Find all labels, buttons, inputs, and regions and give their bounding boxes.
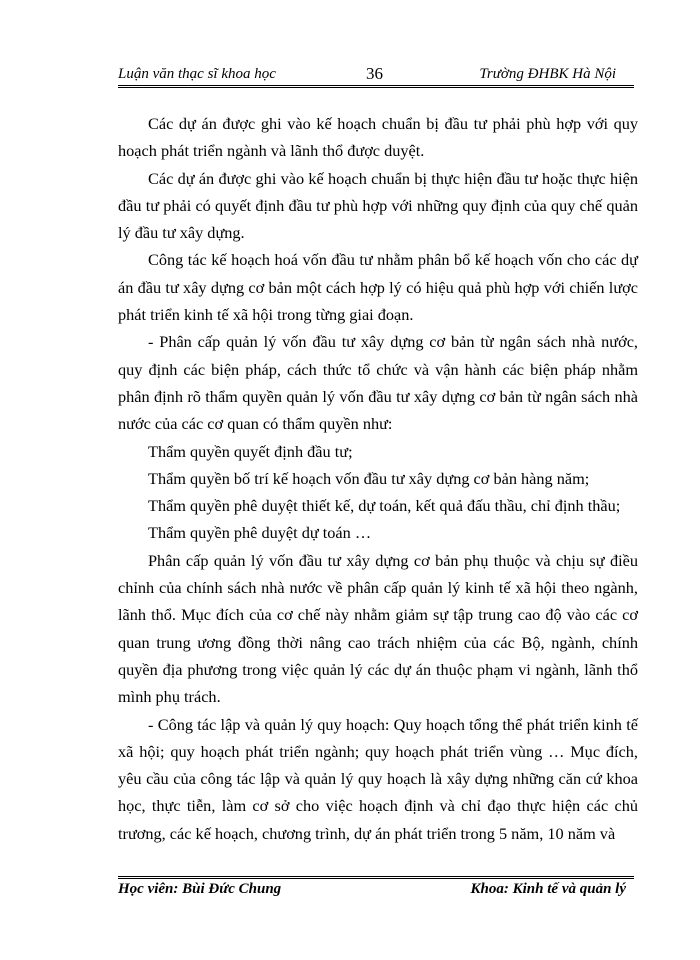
student-label: Học viên: Bùi Đức Chung [118, 881, 282, 897]
paragraph: Phân cấp quản lý vốn đầu tư xây dựng cơ bản phụ thuộc và chịu sự điều chỉnh của chính sách nhà nước về phân cấp quản lý kinh tế xã hội theo ngành, lãnh thổ. Mục đích của cơ chế này nhằm giảm sự tập trung cao độ vào các cơ quan trung ương đồng thời nâng cao trách nhiệm của các Bộ, ngành, chính quyền địa phương trong việc quản lý các dự án thuộc phạm vi ngành, lãnh thổ mình phụ trách. [118, 550, 638, 707]
faculty-label: Khoa: Kinh tế và quản lý [470, 881, 626, 897]
footer-divider [118, 876, 634, 879]
page-number: 36 [366, 64, 383, 83]
header-divider [118, 85, 634, 88]
paragraph: - Công tác lập và quản lý quy hoạch: Quy hoạch tổng thể phát triển kinh tế xã hội; quy hoạch phát triển ngành; quy hoạch phát triển vùng … Mục đích, yêu cầu của công tác lập và quản lý quy hoạch là xây dựng những căn cứ khoa học, thực tiễn, làm cơ sở cho việc hoạch định và chỉ đạo thực hiện các chủ trương, các kế hoạch, chương trình, dự án phát triển trong 5 năm, 10 năm và [118, 714, 638, 843]
paragraph: Các dự án được ghi vào kế hoạch chuẩn bị đầu tư phải phù hợp với quy hoạch phát triển ngành và lãnh thổ được duyệt. [118, 114, 638, 161]
university-label: Trường ĐHBK Hà Nội [479, 66, 616, 82]
page-footer [118, 881, 634, 903]
paragraph: Công tác kế hoạch hoá vốn đầu tư nhằm phân bổ kế hoạch vốn cho các dự án đầu tư xây dựng cơ bản một cách hợp lý có hiệu quả phù hợp với chiến lược phát triển kinh tế xã hội trong từng giai đoạn. [118, 250, 638, 325]
document-body [118, 110, 638, 847]
list-item: Thẩm quyền quyết định đầu tư; [148, 441, 353, 461]
thesis-type-label: Luận văn thạc sĩ khoa học [118, 66, 276, 82]
list-item: Thẩm quyền phê duyệt thiết kế, dự toán, kết quả đấu thầu, chỉ định thầu; [148, 496, 621, 516]
list-item: Thẩm quyền phê duyệt dự toán … [148, 523, 372, 543]
list-item: Thẩm quyền bố trí kế hoạch vốn đầu tư xây dựng cơ bản hàng năm; [148, 468, 590, 488]
page-header [118, 64, 634, 86]
paragraph: - Phân cấp quản lý vốn đầu tư xây dựng cơ bản từ ngân sách nhà nước, quy định các biện pháp, cách thức tổ chức và vận hành các biện pháp nhằm phân định rõ thẩm quyền quản lý vốn đầu tư xây dựng cơ bản từ ngân sách nhà nước của các cơ quan có thẩm quyền như: [118, 332, 638, 434]
paragraph: Các dự án được ghi vào kế hoạch chuẩn bị thực hiện đầu tư hoặc thực hiện đầu tư phải có quyết định đầu tư phù hợp với những quy định của quy chế quản lý đầu tư xây dựng. [118, 168, 638, 243]
